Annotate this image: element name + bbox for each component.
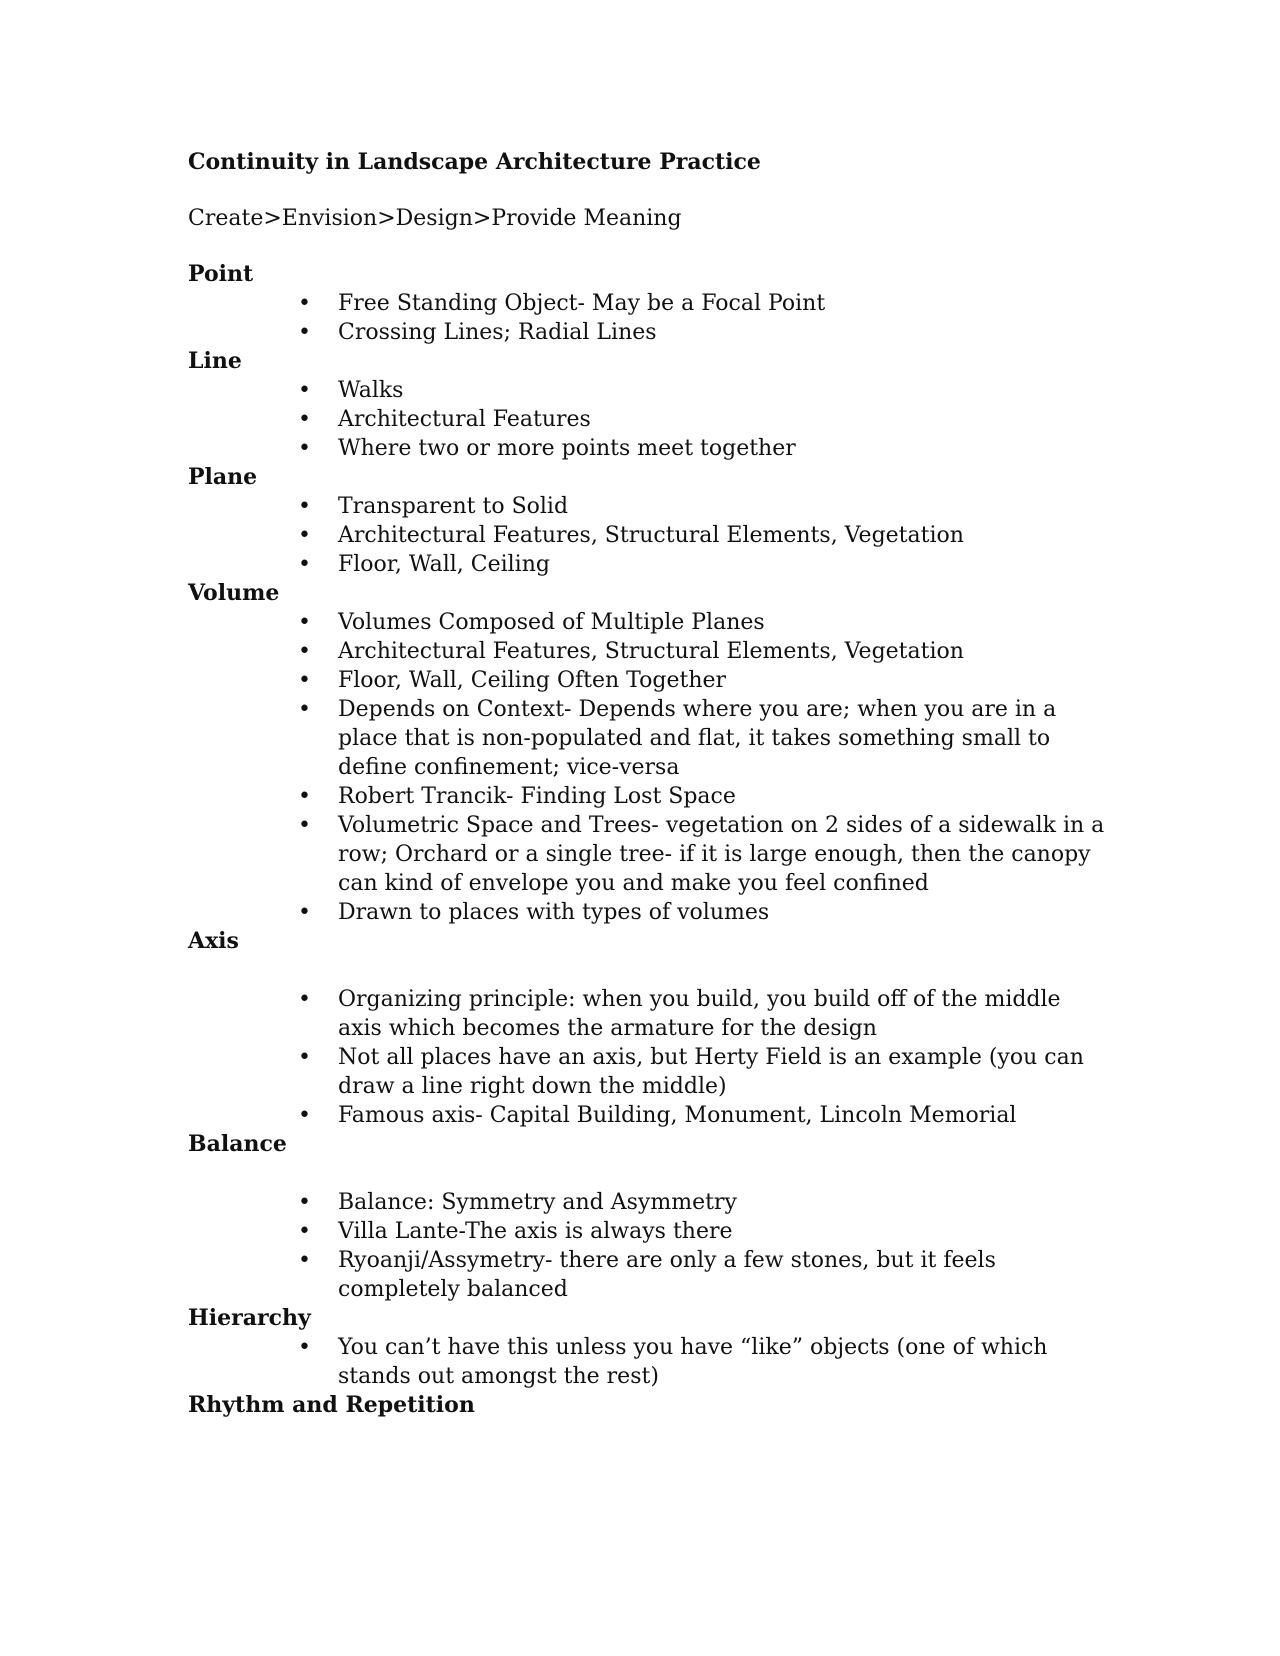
- bullet-icon: •: [298, 523, 311, 548]
- list-item: • Not all places have an axis, but Herty Field is an example (you can draw a line right down the middle): [298, 1045, 1084, 1099]
- list-item: • Villa Lante-The axis is always there: [298, 1219, 733, 1244]
- bullet-icon: •: [298, 1248, 311, 1273]
- bullet-icon: •: [298, 900, 311, 925]
- bullet-icon: •: [298, 813, 311, 838]
- bullet-list-balance: [188, 1188, 1108, 1304]
- list-item: • Crossing Lines; Radial Lines: [298, 320, 657, 345]
- section-heading-volume: Volume: [188, 580, 280, 606]
- bullet-icon: •: [298, 1103, 311, 1128]
- list-item: • Famous axis- Capital Building, Monument, Lincoln Memorial: [298, 1103, 1017, 1128]
- list-item: • Drawn to places with types of volumes: [298, 900, 770, 925]
- bullet-icon: •: [298, 610, 311, 635]
- list-item: • Architectural Features: [298, 407, 591, 432]
- section-heading-point: Point: [188, 261, 254, 287]
- list-item: • Floor, Wall, Ceiling: [298, 552, 550, 577]
- bullet-icon: •: [298, 378, 311, 403]
- list-item: • Floor, Wall, Ceiling Often Together: [298, 668, 727, 693]
- bullet-list-point: [188, 289, 1108, 347]
- bullet-icon: •: [298, 987, 311, 1012]
- bullet-list-line: [188, 376, 1108, 463]
- list-item: • Volumes Composed of Multiple Planes: [298, 610, 765, 635]
- list-item: • Balance: Symmetry and Asymmetry: [298, 1190, 737, 1215]
- bullet-icon: •: [298, 639, 311, 664]
- list-item: • Depends on Context- Depends where you are; when you are in a place that is non-populated and flat, it takes something small to define confinement; vice-versa: [298, 697, 1057, 780]
- list-item: • Organizing principle: when you build, you build off of the middle axis which becomes the armature for the design: [298, 987, 1061, 1041]
- bullet-list-volume: [188, 608, 1108, 927]
- section-heading-axis: Axis: [188, 928, 239, 954]
- bullet-icon: •: [298, 784, 311, 809]
- section-heading-balance: Balance: [188, 1131, 287, 1157]
- document-content: [188, 148, 1108, 1420]
- bullet-icon: •: [298, 436, 311, 461]
- bullet-icon: •: [298, 697, 311, 722]
- section-heading-rhythm-and-repetition: Rhythm and Repetition: [188, 1392, 475, 1418]
- bullet-icon: •: [298, 1190, 311, 1215]
- bullet-icon: •: [298, 494, 311, 519]
- bullet-icon: •: [298, 320, 311, 345]
- list-item: • Walks: [298, 378, 404, 403]
- bullet-icon: •: [298, 552, 311, 577]
- bullet-icon: •: [298, 1219, 311, 1244]
- list-item: • Robert Trancik- Finding Lost Space: [298, 784, 736, 809]
- list-item: • Architectural Features, Structural Elements, Vegetation: [298, 639, 964, 664]
- section-heading-line: Line: [188, 348, 242, 374]
- bullet-icon: •: [298, 407, 311, 432]
- list-item: • Volumetric Space and Trees- vegetation on 2 sides of a sidewalk in a row; Orchard or a single tree- if it is large enough, then the canopy can kind of envelope you and make you feel confined: [298, 813, 1105, 896]
- list-item: • Where two or more points meet together: [298, 436, 796, 461]
- bullet-icon: •: [298, 1045, 311, 1070]
- list-item: • Transparent to Solid: [298, 494, 569, 519]
- section-heading-plane: Plane: [188, 464, 258, 490]
- list-item: • You can’t have this unless you have “like” objects (one of which stands out amongst the rest): [298, 1335, 1048, 1389]
- list-item: • Free Standing Object- May be a Focal Point: [298, 291, 826, 316]
- document-subtitle: Create>Envision>Design>Provide Meaning: [188, 206, 682, 231]
- bullet-list-hierarchy: [188, 1333, 1108, 1391]
- list-item: • Ryoanji/Assymetry- there are only a few stones, but it feels completely balanced: [298, 1248, 996, 1302]
- section-heading-hierarchy: Hierarchy: [188, 1305, 311, 1331]
- document-title: Continuity in Landscape Architecture Practice: [188, 149, 761, 175]
- bullet-icon: •: [298, 1335, 311, 1360]
- bullet-icon: •: [298, 668, 311, 693]
- bullet-list-axis: [188, 985, 1108, 1130]
- bullet-list-plane: [188, 492, 1108, 579]
- list-item: • Architectural Features, Structural Elements, Vegetation: [298, 523, 964, 548]
- bullet-icon: •: [298, 291, 311, 316]
